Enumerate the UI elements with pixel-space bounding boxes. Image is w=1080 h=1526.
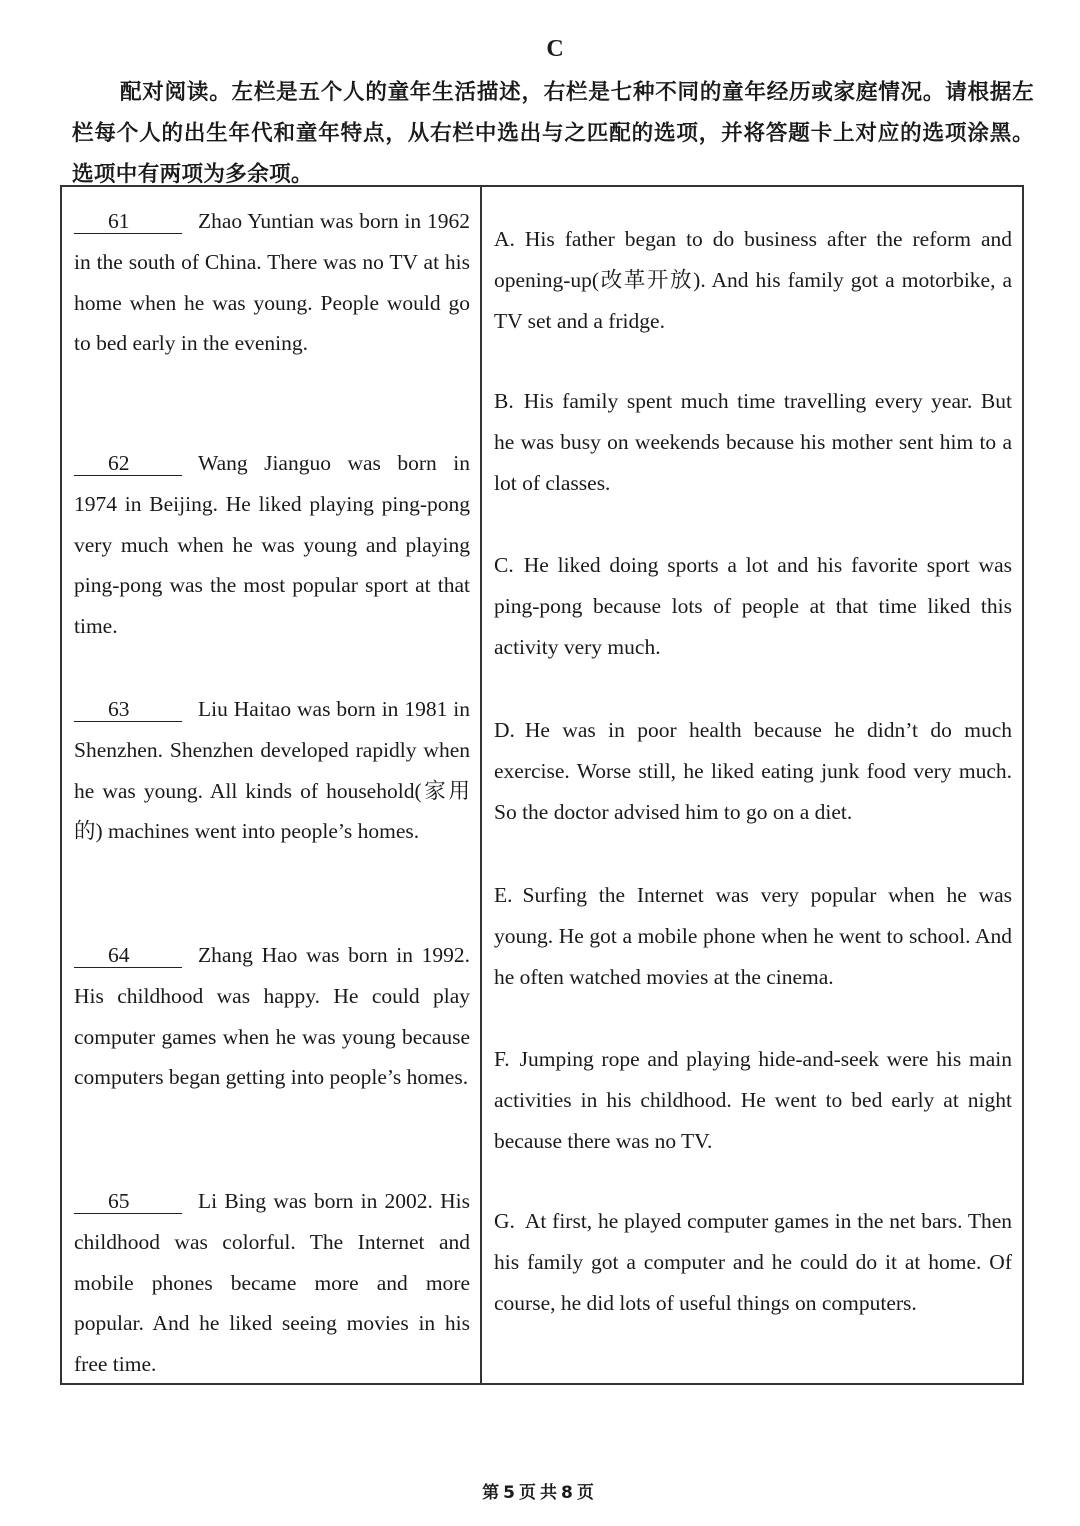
option-d — [494, 710, 1012, 832]
option-text: He liked doing sports a lot and his favorite sport was ping-pong because lots of people at that time liked this activity very much. — [494, 553, 1012, 659]
option-text: He was in poor health because he didn’t do much exercise. Worse still, he liked eating junk food very much. So the doctor advised him to go on a diet. — [494, 718, 1012, 824]
option-text: His family spent much time travelling every year. But he was busy on weekends because his mother sent him to a lot of classes. — [494, 389, 1012, 495]
answer-blank[interactable]: 64 — [74, 943, 182, 968]
question-65 — [74, 1181, 470, 1385]
option-a — [494, 219, 1012, 341]
question-63 — [74, 689, 470, 852]
option-text: His father began to do business after the reform and opening-up(改革开放). And his family got a motorbike, a TV set and a fridge. — [494, 227, 1012, 333]
option-e — [494, 875, 1012, 997]
option-letter: E. — [494, 883, 513, 907]
option-letter: G. — [494, 1209, 515, 1233]
question-61 — [74, 201, 470, 364]
option-text: Jumping rope and playing hide-and-seek were his main activities in his childhood. He went to bed early at night because there was no TV. — [494, 1047, 1012, 1153]
right-column — [482, 187, 1022, 1383]
option-letter: F. — [494, 1047, 510, 1071]
page-number: 第5页共8页 — [482, 1483, 598, 1503]
option-text: At first, he played computer games in the net bars. Then his family got a computer and he could do it at home. Of course, he did lots of useful things on computers. — [494, 1209, 1012, 1315]
option-letter: B. — [494, 389, 514, 413]
question-text: Zhang Hao was born in 1992. His childhood was happy. He could play computer games when he was young because computers began getting into people’s homes. — [74, 943, 470, 1090]
option-letter: C. — [494, 553, 514, 577]
option-letter: A. — [494, 227, 515, 251]
instructions: 配对阅读。左栏是五个人的童年生活描述，右栏是七种不同的童年经历或家庭情况。请根据左栏每个人的出生年代和童年特点，从右栏中选出与之匹配的选项，并将答题卡上对应的选项涂黑。选项中有两项为多余项。 — [72, 80, 1034, 187]
option-g — [494, 1201, 1012, 1323]
section-title: C — [546, 36, 564, 62]
option-b — [494, 381, 1012, 503]
option-c — [494, 545, 1012, 667]
question-text: Zhao Yuntian was born in 1962 in the south of China. There was no TV at his home when he was young. People would go to bed early in the evening. — [74, 209, 470, 356]
question-text: Li Bing was born in 2002. His childhood was colorful. The Internet and mobile phones became more and more popular. And he liked seeing movies in his free time. — [74, 1189, 470, 1377]
option-text: Surfing the Internet was very popular when he was young. He got a mobile phone when he went to school. And he often watched movies at the cinema. — [494, 883, 1012, 989]
option-letter: D. — [494, 718, 515, 742]
option-f — [494, 1039, 1012, 1161]
question-text: Wang Jianguo was born in 1974 in Beijing. He liked playing ping-pong very much when he was young and playing ping-pong was the most popular sport at that time. — [74, 451, 470, 639]
answer-blank[interactable]: 63 — [74, 697, 182, 722]
left-column — [62, 187, 482, 1383]
question-62 — [74, 443, 470, 647]
answer-blank[interactable]: 62 — [74, 451, 182, 476]
answer-blank[interactable]: 65 — [74, 1189, 182, 1214]
question-text: Liu Haitao was born in 1981 in Shenzhen. Shenzhen developed rapidly when he was young. All kinds of household(家用的) machines went into people’s homes. — [74, 697, 470, 844]
answer-blank[interactable]: 61 — [74, 209, 182, 234]
question-64 — [74, 935, 470, 1098]
matching-table — [60, 185, 1024, 1385]
